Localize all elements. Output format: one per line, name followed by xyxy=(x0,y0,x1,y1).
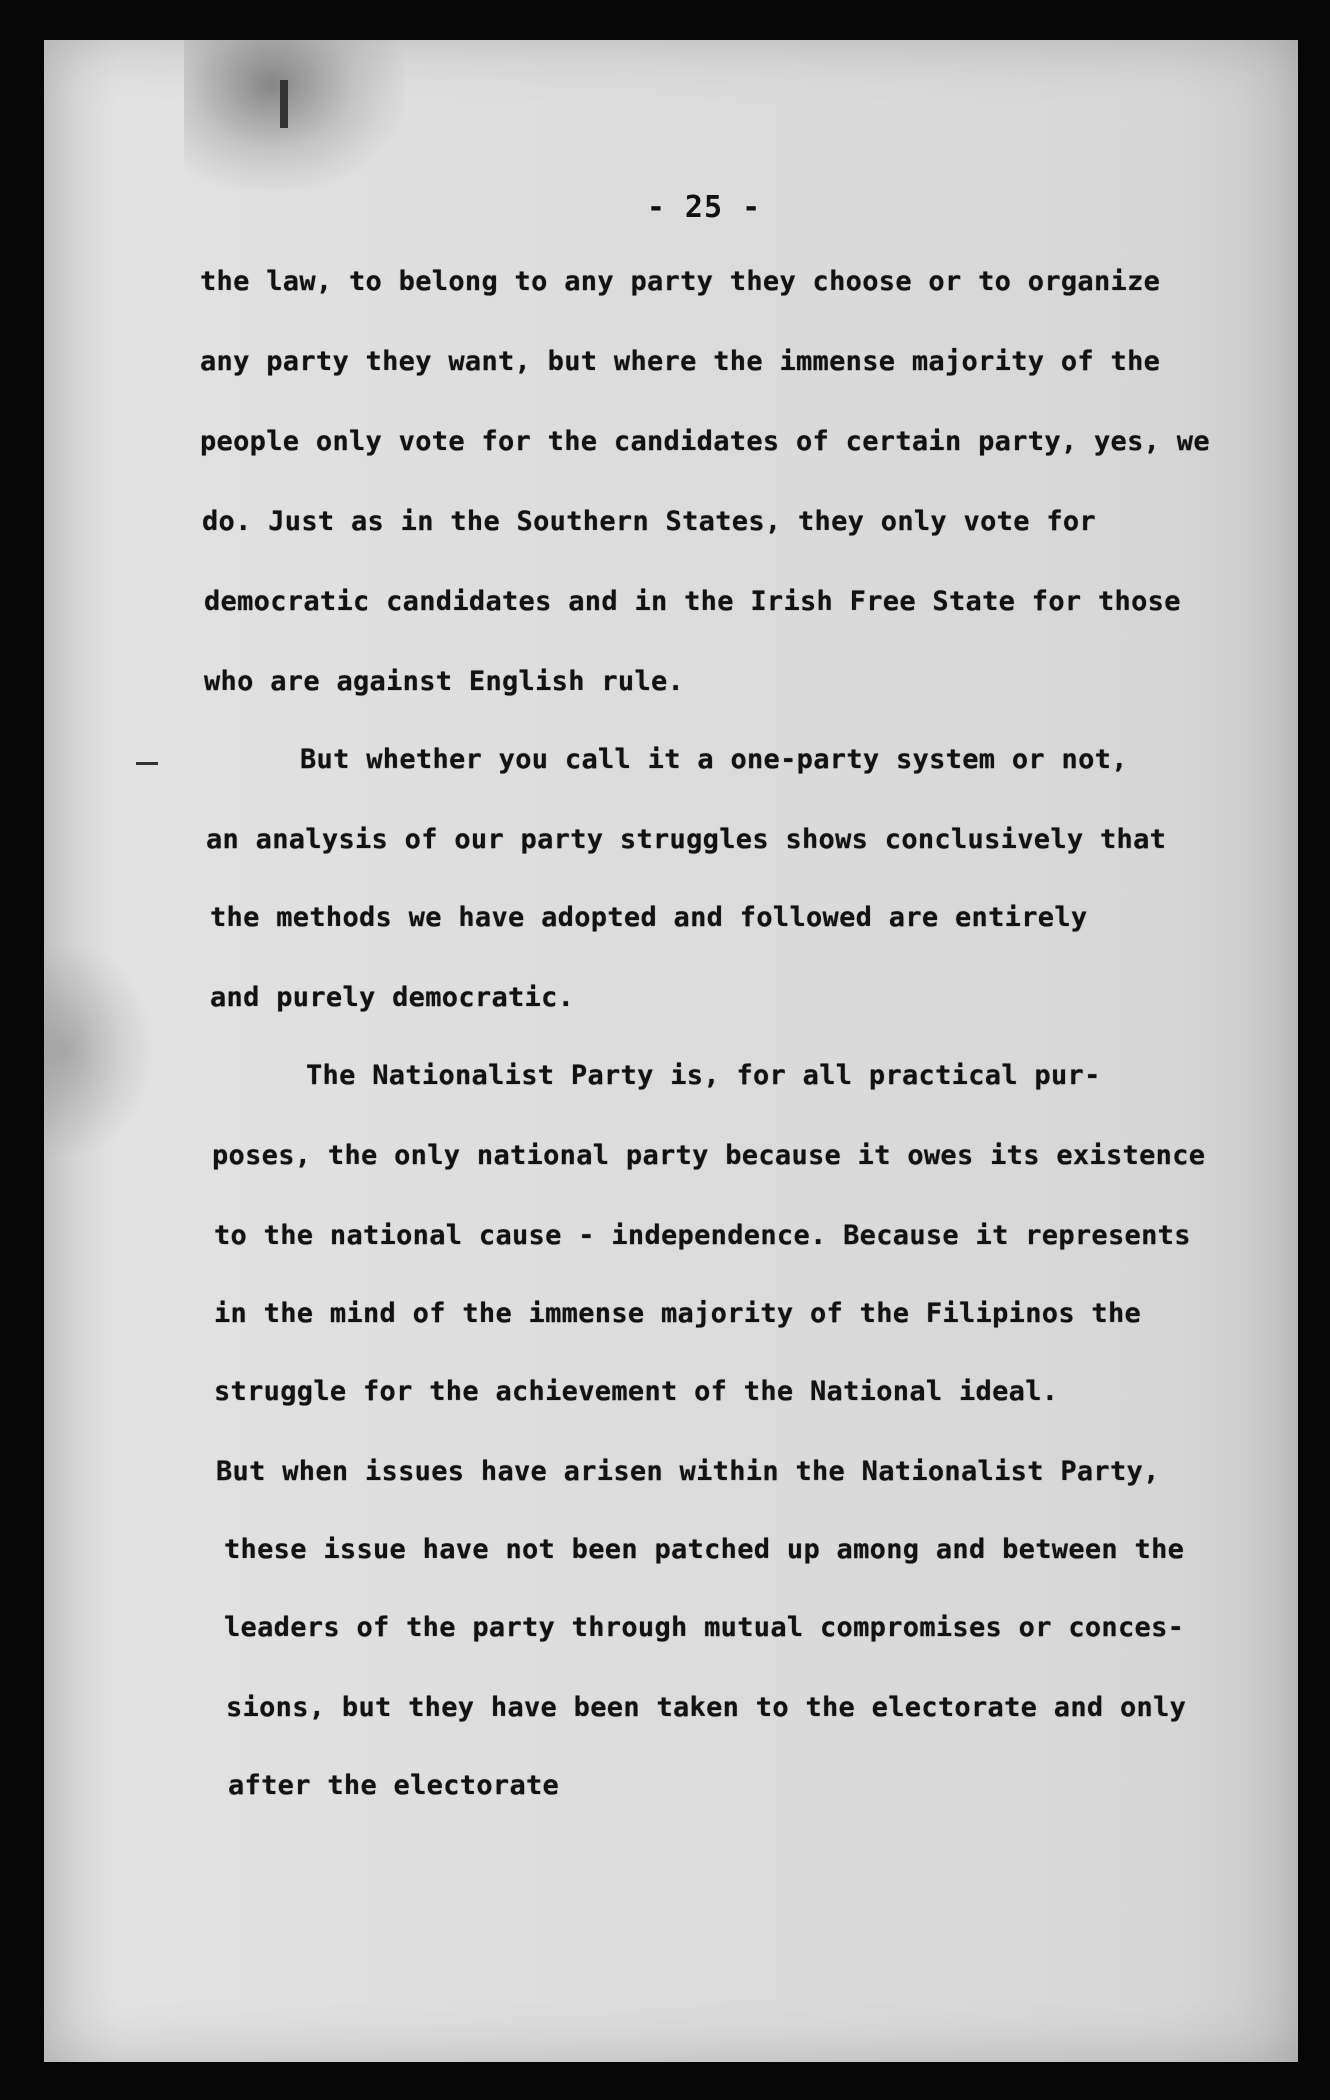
text-line-5: democratic candidates and in the Irish Free State for those xyxy=(204,586,1181,617)
margin-mark xyxy=(136,762,158,765)
text-line-9: the methods we have adopted and followed are entirely xyxy=(210,902,1088,933)
scan-smudge-left xyxy=(44,940,154,1160)
text-line-13: to the national cause - independence. Because it represents xyxy=(214,1220,1191,1251)
text-line-16: But when issues have arisen within the Nationalist Party, xyxy=(216,1456,1160,1487)
text-line-10: and purely democratic. xyxy=(210,982,575,1013)
text-line-17: these issue have not been patched up among and between the xyxy=(224,1534,1185,1565)
text-line-2: any party they want, but where the immense majority of the xyxy=(200,346,1161,377)
text-line-7: But whether you call it a one-party system or not, xyxy=(300,744,1128,775)
text-line-3: people only vote for the candidates of certain party, yes, we xyxy=(200,426,1210,457)
page-number: - 25 - xyxy=(646,190,762,225)
text-line-1: the law, to belong to any party they choose or to organize xyxy=(200,266,1161,297)
text-line-15: struggle for the achievement of the National ideal. xyxy=(214,1376,1059,1407)
text-line-18: leaders of the party through mutual compromises or conces- xyxy=(224,1612,1185,1643)
text-line-14: in the mind of the immense majority of the Filipinos the xyxy=(214,1298,1142,1329)
text-line-12: poses, the only national party because it owes its existence xyxy=(212,1140,1206,1171)
text-line-11: The Nationalist Party is, for all practical pur- xyxy=(306,1060,1101,1091)
text-line-20: after the electorate xyxy=(228,1770,560,1801)
staple-mark xyxy=(280,80,288,128)
text-line-6: who are against English rule. xyxy=(204,666,685,697)
typewritten-page xyxy=(44,40,1298,2062)
text-line-8: an analysis of our party struggles shows conclusively that xyxy=(206,824,1167,855)
scan-smudge-top xyxy=(184,40,404,190)
text-line-4: do. Just as in the Southern States, they only vote for xyxy=(202,506,1096,537)
text-line-19: sions, but they have been taken to the electorate and only xyxy=(226,1692,1187,1723)
